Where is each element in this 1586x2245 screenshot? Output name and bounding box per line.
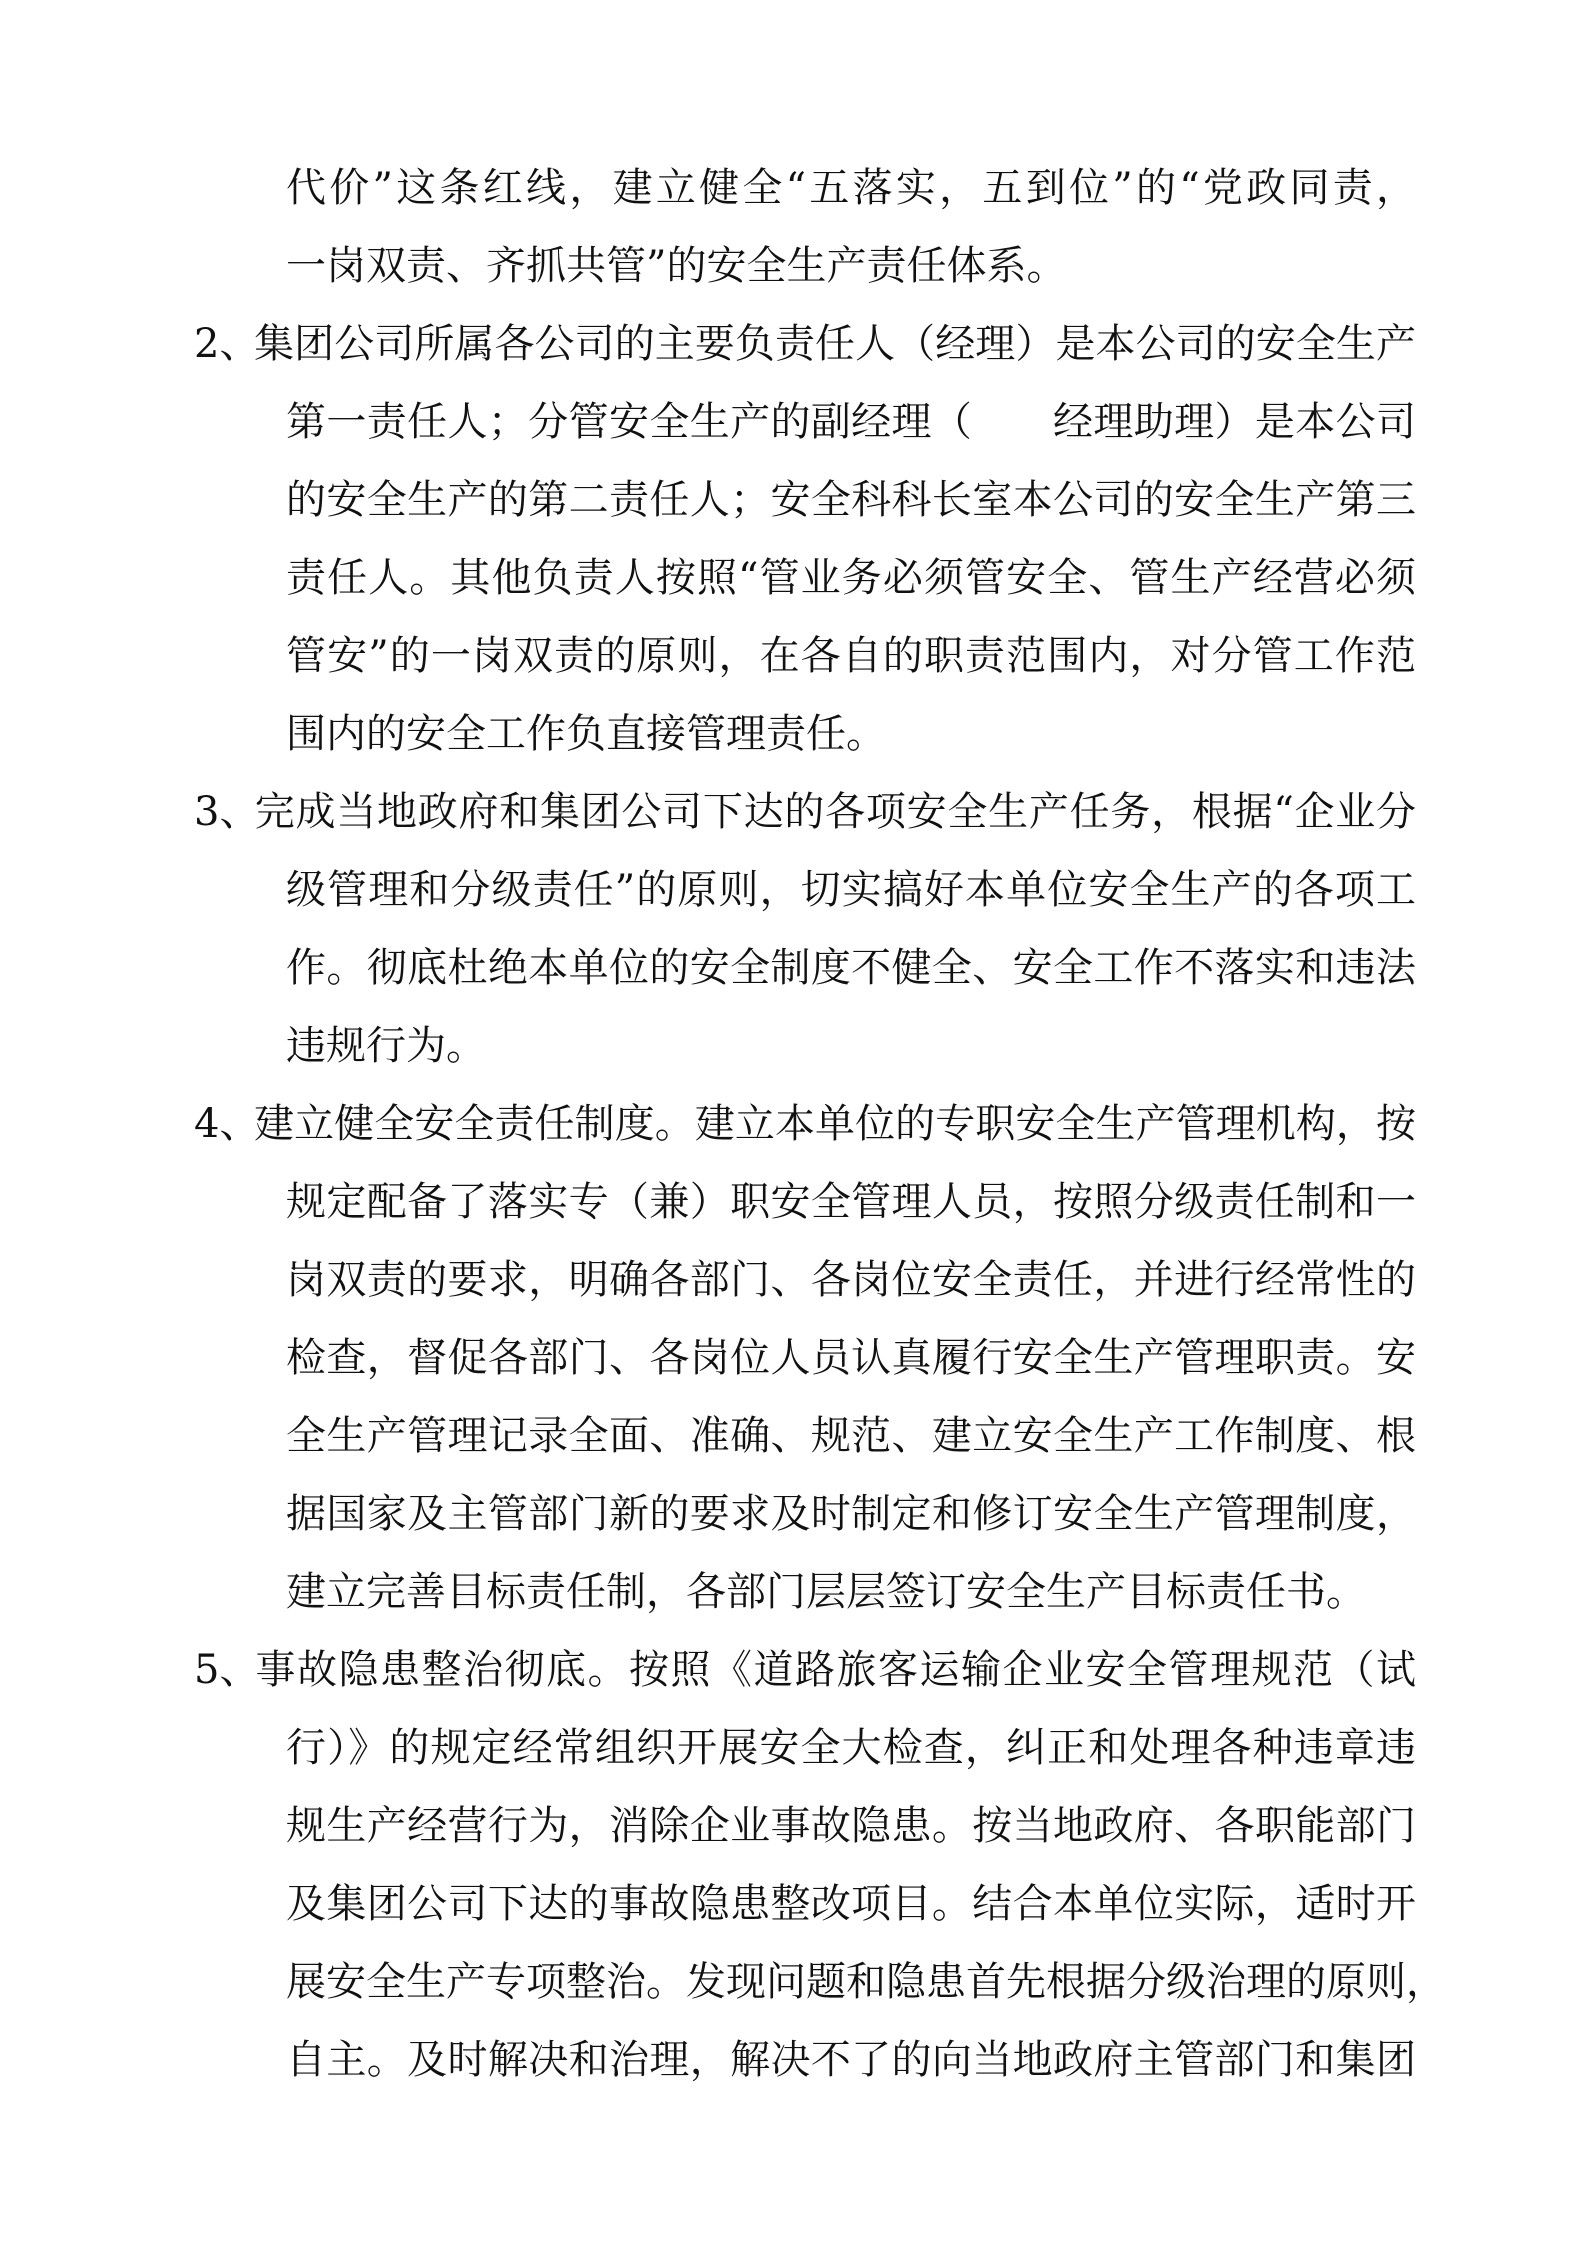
- list-item-line: 全生产管理记录全面、准确、规范、建立安全生产工作制度、根: [286, 1413, 1416, 1459]
- list-item-line: 及集团公司下达的事故隐患整改项目。结合本单位实际，适时开: [286, 1881, 1416, 1927]
- list-item-number: 2、: [194, 321, 260, 367]
- list-item-line: 建立完善目标责任制，各部门层层签订安全生产目标责任书。: [286, 1569, 1366, 1615]
- list-item-line: 责任人。其他负责人按照“管业务必须管安全、管生产经营必须: [286, 555, 1416, 601]
- intro-line: 代价”这条红线，建立健全“五落实，五到位”的“党政同责，: [286, 165, 1416, 211]
- list-item-text: 建立健全安全责任制度。建立本单位的专职安全生产管理机构，按: [254, 1101, 1416, 1147]
- list-item-line: 管安”的一岗双责的原则，在各自的职责范围内，对分管工作范: [286, 633, 1416, 679]
- list-item-4-first-line: [194, 1094, 1416, 1154]
- list-item-number: 5、: [194, 1647, 260, 1693]
- list-item-line: 规生产经营行为，消除企业事故隐患。按当地政府、各职能部门: [286, 1803, 1416, 1849]
- list-item-line: 行）》的规定经常组织开展安全大检查，纠正和处理各种违章违: [286, 1725, 1416, 1771]
- list-item-line: 围内的安全工作负直接管理责任。: [286, 711, 886, 757]
- list-item-line: 岗双责的要求，明确各部门、各岗位安全责任，并进行经常性的: [286, 1257, 1416, 1303]
- list-item-5-first-line: [194, 1640, 1416, 1700]
- list-item-text: 集团公司所属各公司的主要负责任人（经理）是本公司的安全生产: [254, 321, 1416, 367]
- list-item-line: 展安全生产专项整治。发现问题和隐患首先根据分级治理的原则，: [286, 1959, 1446, 2005]
- list-item-text: 事故隐患整治彻底。按照《道路旅客运输企业安全管理规范（试: [254, 1647, 1416, 1693]
- intro-line: 一岗双责、齐抓共管”的安全生产责任体系。: [286, 243, 1067, 289]
- list-item-line: 违规行为。: [286, 1023, 486, 1069]
- list-item-3-first-line: [194, 782, 1416, 842]
- list-item-line: 级管理和分级责任”的原则，切实搞好本单位安全生产的各项工: [286, 867, 1416, 913]
- list-item-number: 4、: [194, 1101, 260, 1147]
- list-item-text: 完成当地政府和集团公司下达的各项安全生产任务，根据“企业分: [254, 789, 1416, 835]
- list-item-line: 规定配备了落实专（兼）职安全管理人员，按照分级责任制和一: [286, 1179, 1416, 1225]
- list-item-line: 自主。及时解决和治理，解决不了的向当地政府主管部门和集团: [286, 2037, 1416, 2083]
- list-item-number: 3、: [194, 789, 260, 835]
- list-item-line: 第一责任人；分管安全生产的副经理（ 经理助理）是本公司: [286, 399, 1416, 445]
- list-item-line: 的安全生产的第二责任人；安全科科长室本公司的安全生产第三: [286, 477, 1416, 523]
- list-item-line: 据国家及主管部门新的要求及时制定和修订安全生产管理制度，: [286, 1491, 1416, 1537]
- list-item-line: 检查，督促各部门、各岗位人员认真履行安全生产管理职责。安: [286, 1335, 1416, 1381]
- list-item-line: 作。彻底杜绝本单位的安全制度不健全、安全工作不落实和违法: [286, 945, 1416, 991]
- list-item-2-first-line: [194, 314, 1416, 374]
